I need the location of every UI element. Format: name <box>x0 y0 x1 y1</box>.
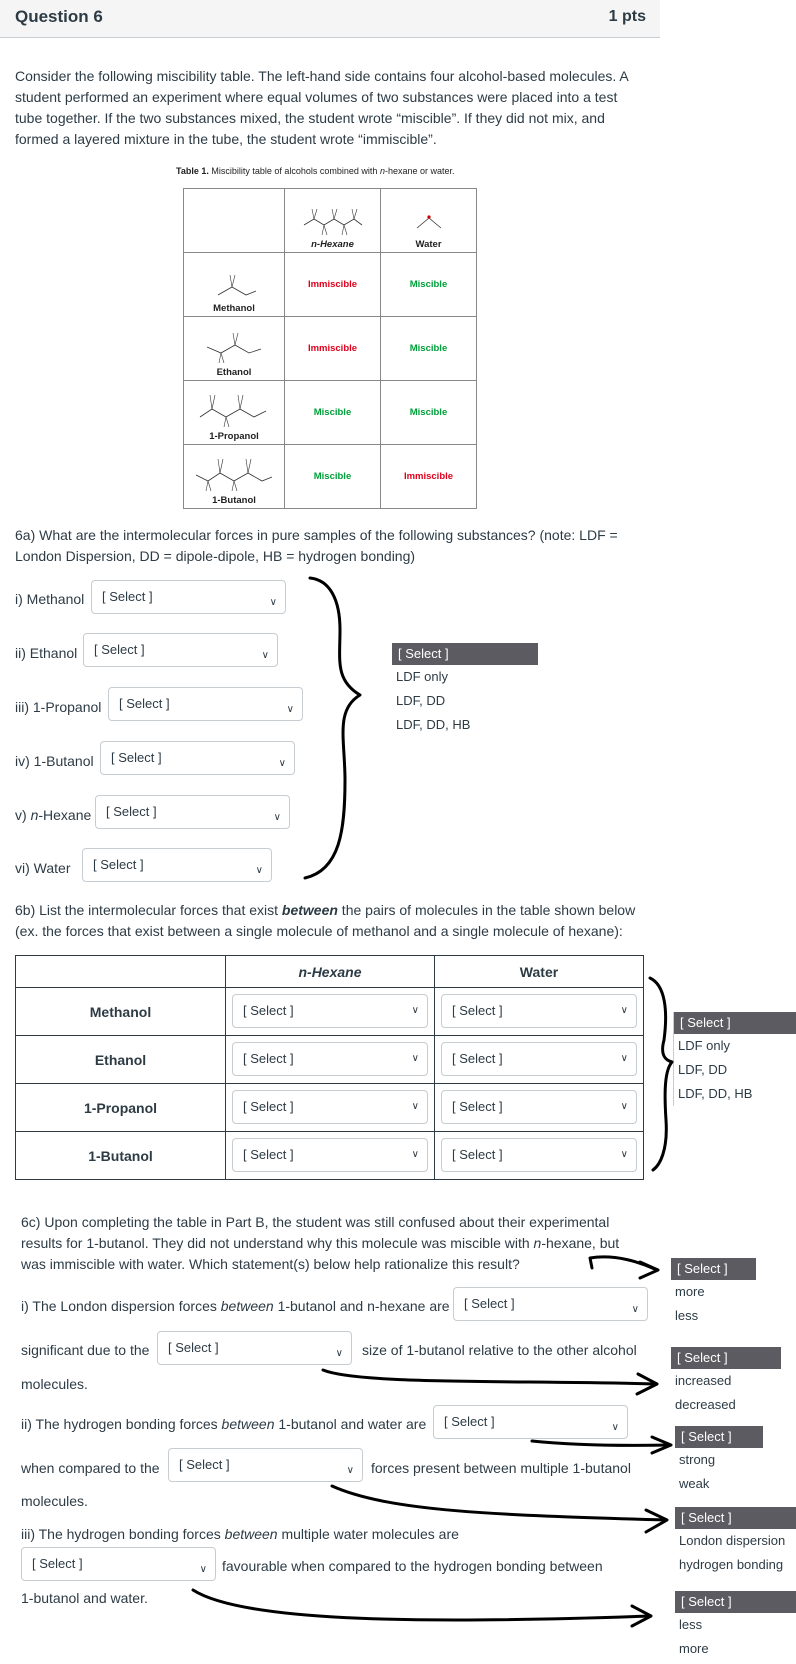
option-placeholder: [ Select ] <box>675 1426 763 1448</box>
methanol-label: Methanol <box>213 303 255 314</box>
q6a-option-ldf[interactable]: LDF only <box>396 669 449 684</box>
forces-table-corner <box>16 956 226 988</box>
q6c-i-significant-text: significant due to the <box>21 1342 150 1358</box>
arrow-5-icon <box>193 1590 650 1620</box>
q6b-prompt: 6b) List the intermolecular forces that exist between the pairs of molecules in the table shown below (ex. the forces that exist between a single molecule of methanol and a single molecule of hexane): <box>15 902 636 939</box>
q6c-options-forces <box>675 1507 796 1577</box>
option-more[interactable]: more <box>675 1284 705 1299</box>
option-more[interactable]: more <box>679 1641 709 1656</box>
q6a-label-ethanol: ii) Ethanol <box>15 645 78 661</box>
q6a-select-propanol[interactable]: [ Select ] ∨ <box>108 687 303 721</box>
q6a-label-water: vi) Water <box>15 860 71 876</box>
q6c-i-text: i) The London dispersion forces between 1-butanol and n-hexane are <box>21 1298 450 1314</box>
option-placeholder: [ Select ] <box>671 1258 756 1280</box>
q6c-ii-select-force-type[interactable]: [ Select ] ∨ <box>168 1448 363 1482</box>
q6c-i-select-more-less[interactable]: [ Select ] ∨ <box>453 1287 648 1321</box>
butanol-row-header <box>184 445 285 509</box>
forces-row-butanol: 1-Butanol <box>16 1132 226 1180</box>
q6c-options-inc-dec <box>671 1347 781 1417</box>
propanol-water-result: Miscible <box>381 381 477 445</box>
arrow-2-icon <box>323 1370 655 1384</box>
water-structure-icon <box>409 206 449 236</box>
chevron-down-icon: ∨ <box>269 597 277 608</box>
miscibility-table <box>183 188 477 509</box>
chevron-down-icon: ∨ <box>335 1348 343 1359</box>
q6a-option-ldf-dd-hb[interactable]: LDF, DD, HB <box>396 717 471 732</box>
q6c-ii-when-text: when compared to the <box>21 1460 160 1476</box>
q6b-select-propanol-water[interactable]: [ Select ] ∨ <box>441 1090 637 1124</box>
q6a-label-hexane: v) n-Hexane <box>15 807 92 823</box>
water-column-label: Water <box>415 239 442 250</box>
chevron-down-icon: ∨ <box>261 650 269 661</box>
ethanol-water-result: Miscible <box>381 317 477 381</box>
q6a-label-propanol: iii) 1-Propanol <box>15 699 102 715</box>
option-placeholder: [ Select ] <box>675 1507 796 1529</box>
brace-6a-icon <box>305 578 360 878</box>
chevron-down-icon: ∨ <box>620 1101 628 1112</box>
hexane-column-label: n-Hexane <box>311 239 354 250</box>
ethanol-row-header <box>184 317 285 381</box>
q6c-iii-select-favourable[interactable]: [ Select ] ∨ <box>21 1547 216 1581</box>
forces-table <box>15 955 644 1180</box>
option-increased[interactable]: increased <box>675 1373 732 1388</box>
q6c-i-size-text: size of 1-butanol relative to the other alcohol <box>362 1342 637 1358</box>
hexane-structure-icon <box>298 203 368 239</box>
q6a-select-methanol[interactable]: [ Select ] ∨ <box>91 580 286 614</box>
q6b-options-list <box>673 1012 796 1106</box>
propanol-row-header <box>184 381 285 445</box>
option-less[interactable]: less <box>679 1617 703 1632</box>
q6c-options-less-more <box>675 1591 796 1661</box>
table-corner <box>184 189 285 253</box>
q6c-i-select-size[interactable]: [ Select ] ∨ <box>157 1331 352 1365</box>
water-header <box>381 189 477 253</box>
chevron-down-icon: ∨ <box>620 1149 628 1160</box>
ethanol-structure-icon <box>199 327 269 367</box>
forces-row-propanol: 1-Propanol <box>16 1084 226 1132</box>
q6b-select-methanol-hexane[interactable]: [ Select ] ∨ <box>232 994 428 1028</box>
chevron-down-icon: ∨ <box>255 865 263 876</box>
question-points: 1 pts <box>608 8 646 25</box>
propanol-structure-icon <box>194 389 274 431</box>
hexane-header <box>285 189 381 253</box>
q6c-iii-end-text: 1-butanol and water. <box>21 1590 148 1606</box>
q6c-prompt: 6c) Upon completing the table in Part B, the student was still confused about their experimental results for 1-butanol. They did not understand why this molecule was miscible with n-hexane, but was immiscible with water. Which statement(s) below help rationalize this result? <box>21 1214 620 1272</box>
forces-row-methanol: Methanol <box>16 988 226 1036</box>
option-hydrogen-bonding[interactable]: hydrogen bonding <box>679 1557 784 1572</box>
q6c-i-molecules-text: molecules. <box>21 1376 88 1392</box>
option-placeholder: [ Select ] <box>675 1591 796 1613</box>
chevron-down-icon: ∨ <box>278 758 286 769</box>
q6b-select-butanol-water[interactable]: [ Select ] ∨ <box>441 1138 637 1172</box>
butanol-water-result: Immiscible <box>381 445 477 509</box>
q6a-select-water[interactable]: [ Select ] ∨ <box>82 848 272 882</box>
chevron-down-icon: ∨ <box>286 704 294 715</box>
q6c-iii-text: iii) The hydrogen bonding forces between multiple water molecules are <box>21 1526 459 1542</box>
option-decreased[interactable]: decreased <box>675 1397 736 1412</box>
chevron-down-icon: ∨ <box>199 1564 207 1575</box>
q6c-ii-select-strength[interactable]: [ Select ] ∨ <box>433 1405 628 1439</box>
q6a-label-butanol: iv) 1-Butanol <box>15 753 94 769</box>
q6b-option-placeholder: [ Select ] <box>674 1012 796 1034</box>
chevron-down-icon: ∨ <box>611 1422 619 1433</box>
table-caption: Table 1. Miscibility table of alcohols combined with n-hexane or water. <box>176 166 455 176</box>
arrow-3-icon <box>532 1441 670 1445</box>
butanol-label: 1-Butanol <box>212 495 256 506</box>
question-header <box>0 0 660 38</box>
q6b-option-ldf-dd[interactable]: LDF, DD <box>678 1062 728 1077</box>
propanol-hexane-result: Miscible <box>285 381 381 445</box>
chevron-down-icon: ∨ <box>620 1005 628 1016</box>
forces-row-ethanol: Ethanol <box>16 1036 226 1084</box>
q6a-options-list <box>392 643 538 737</box>
chevron-down-icon: ∨ <box>631 1304 639 1315</box>
q6c-ii-forces-text: forces present between multiple 1-butanol <box>371 1460 631 1476</box>
option-london-dispersion[interactable]: London dispersion <box>679 1533 786 1548</box>
q6b-option-ldf-dd-hb[interactable]: LDF, DD, HB <box>678 1086 753 1101</box>
q6c-ii-molecules-text: molecules. <box>21 1493 88 1509</box>
forces-hexane-header: n-Hexane <box>226 956 435 988</box>
methanol-hexane-result: Immiscible <box>285 253 381 317</box>
q6a-select-ethanol[interactable]: [ Select ] ∨ <box>83 633 278 667</box>
q6b-select-ethanol-water[interactable]: [ Select ] ∨ <box>441 1042 637 1076</box>
q6b-select-ethanol-hexane[interactable]: [ Select ] ∨ <box>232 1042 428 1076</box>
q6a-label-methanol: i) Methanol <box>15 591 85 607</box>
q6a-select-butanol[interactable]: [ Select ] ∨ <box>100 741 295 775</box>
chevron-down-icon: ∨ <box>273 812 281 823</box>
butanol-hexane-result: Miscible <box>285 445 381 509</box>
option-weak[interactable]: weak <box>679 1476 710 1491</box>
chevron-down-icon: ∨ <box>620 1053 628 1064</box>
chevron-down-icon: ∨ <box>411 1149 419 1160</box>
methanol-row-header <box>184 253 285 317</box>
q6a-option-ldf-dd[interactable]: LDF, DD <box>396 693 446 708</box>
question-title: Question 6 <box>15 7 103 26</box>
methanol-water-result: Miscible <box>381 253 477 317</box>
ethanol-label: Ethanol <box>216 367 252 378</box>
q6b-select-methanol-water[interactable]: [ Select ] ∨ <box>441 994 637 1028</box>
chevron-down-icon: ∨ <box>346 1465 354 1476</box>
methanol-structure-icon <box>204 269 264 303</box>
q6a-prompt: 6a) What are the intermolecular forces in pure samples of the following substances? (note: LDF = London Dispersion, DD = dipole-dipole, HB = hydrogen bonding) <box>15 527 618 564</box>
option-less[interactable]: less <box>675 1308 699 1323</box>
chevron-down-icon: ∨ <box>411 1101 419 1112</box>
q6c-ii-text: ii) The hydrogen bonding forces between 1-butanol and water are <box>21 1416 427 1432</box>
q6b-select-propanol-hexane[interactable]: [ Select ] ∨ <box>232 1090 428 1124</box>
q6c-options-strong-weak <box>675 1426 763 1496</box>
ethanol-hexane-result: Immiscible <box>285 317 381 381</box>
q6c-iii-favourable-text: favourable when compared to the hydrogen bonding between <box>222 1558 603 1574</box>
option-placeholder: [ Select ] <box>671 1347 781 1369</box>
q6c-options-more-less <box>671 1258 756 1328</box>
chevron-down-icon: ∨ <box>411 1053 419 1064</box>
option-strong[interactable]: strong <box>679 1452 716 1467</box>
forces-water-header: Water <box>435 956 644 988</box>
propanol-label: 1-Propanol <box>209 431 259 442</box>
intro-text: Consider the following miscibility table. The left-hand side contains four alcohol-based molecules. A student performed an experiment where equal volumes of two substances were placed into a test tube together. If the two substances mixed, the student wrote “miscible”. If they did not mix, and formed a layered mixture in the tube, the student wrote “immiscible”. <box>15 68 628 147</box>
q6a-select-hexane[interactable]: [ Select ] ∨ <box>95 795 290 829</box>
butanol-structure-icon <box>190 453 278 495</box>
q6b-select-butanol-hexane[interactable]: [ Select ] ∨ <box>232 1138 428 1172</box>
q6b-option-ldf[interactable]: LDF only <box>678 1038 731 1053</box>
brace-6b-icon <box>650 978 672 1170</box>
q6a-option-placeholder: [ Select ] <box>392 643 538 665</box>
arrow-4-icon <box>332 1486 665 1520</box>
chevron-down-icon: ∨ <box>411 1005 419 1016</box>
